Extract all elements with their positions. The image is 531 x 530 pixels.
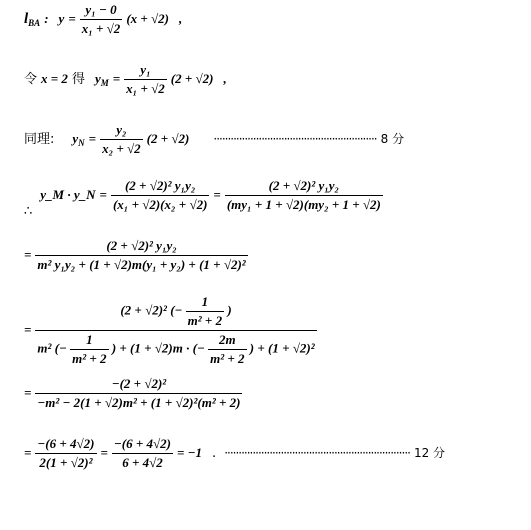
l3-factor: (2 + √2): [146, 131, 190, 147]
l2-lhs: $y_M$: [94, 71, 109, 89]
l4-fraction-2: [225, 178, 383, 213]
l2-factor: (2 + √2): [170, 71, 214, 87]
l5-fraction: [35, 238, 247, 273]
l6-den-inner-fraction-1: $\frac{1}{\text{m² + 2}}$: [72, 332, 107, 366]
l8-dot: .: [212, 446, 217, 462]
l3-prefix: 同理:: [24, 132, 55, 148]
l2-prefix: 令: [24, 72, 38, 88]
l4-eq2: =: [213, 187, 221, 203]
l2-de: 得: [71, 72, 85, 88]
l7-num: −(2 + √2)²: [111, 376, 167, 391]
l5-den: m² y₁y₂ + (1 + √2)m(y₁ + y₂) + (1 + √2)²: [37, 257, 246, 272]
l4-den1: (x₁ + √2)(x₂ + √2): [112, 197, 208, 212]
l8-num1: −(6 + 4√2): [37, 436, 95, 451]
l6-num-inner-fraction: $\frac{1}{\text{m² + 2}}$: [187, 294, 223, 328]
l6-den-inner-fraction-2: $\frac{2m}{\text{m² + 2}}$: [210, 332, 245, 366]
l1-num: y₁ − 0: [85, 2, 117, 17]
l8-result: = −1: [177, 445, 203, 461]
l1-fraction: [80, 2, 123, 37]
l1-factor: (x + √2): [126, 11, 170, 27]
l2-num: y₁: [140, 62, 151, 77]
l4-lhs: y_M · y_N: [40, 187, 96, 203]
l2-fraction: [124, 62, 167, 97]
l3-eq: =: [88, 131, 97, 147]
l4-num1: (2 + √2)² y₁y₂: [124, 178, 196, 193]
l2-x-eq: x = 2: [41, 71, 68, 87]
l8-fraction-1: [35, 436, 96, 471]
l1-label: $l_{BA}$: [24, 11, 41, 29]
l7-den: −m² − 2(1 + √2)m² + (1 + √2)²(m² + 2): [37, 395, 241, 410]
l3-score: 8 分: [380, 132, 405, 147]
l1-trail: ,: [179, 11, 183, 27]
l3-dots: ··························································: [213, 132, 377, 147]
l1-den: x₁ + √2: [81, 21, 121, 36]
l8-num2: −(6 + 4√2): [113, 436, 171, 451]
l1-eq: =: [68, 11, 76, 27]
line-3: [24, 122, 404, 157]
line-5: [24, 238, 248, 273]
l8-fraction-2: [112, 436, 173, 471]
l7-fraction: [35, 376, 242, 411]
line-2: [24, 62, 227, 97]
l2-eq: =: [112, 71, 121, 87]
l5-eq: =: [24, 247, 32, 263]
l3-den: x₂ + √2: [102, 141, 141, 156]
l8-den1: 2(1 + √2)²: [35, 453, 96, 471]
line-7: [24, 376, 242, 411]
l6-fraction: [35, 294, 316, 367]
l8-den2: 6 + 4√2: [112, 453, 173, 471]
l2-den: x₁ + √2: [126, 81, 165, 96]
line-6: [24, 294, 317, 367]
line-1: [24, 2, 182, 37]
therefore-symbol: ∴: [24, 204, 33, 220]
l4-den2: (my₁ + 1 + √2)(my₂ + 1 + √2): [226, 197, 381, 212]
l4-num2: (2 + √2)² y₁y₂: [268, 178, 340, 193]
l3-fraction: [100, 122, 143, 157]
line-4: [24, 178, 383, 220]
l7-eq: =: [24, 385, 32, 401]
line-8: [24, 436, 445, 471]
l6-eq: =: [24, 322, 32, 338]
l4-fraction-1: [111, 178, 209, 213]
l4-eq1: =: [99, 187, 107, 203]
l8-eq1: =: [24, 445, 32, 461]
l2-trail: ,: [223, 71, 227, 87]
l1-colon: :: [44, 11, 49, 27]
l5-num: (2 + √2)² y₁y₂: [106, 238, 177, 253]
l6-den: m² (− $\frac{1}{\text{m² + 2}}$ ) + (1 + √2)m · (− $\frac{2m}{\text{m² + 2}}$ ) + (1 + √2)²: [37, 332, 315, 366]
l1-lhs: y: [58, 11, 65, 27]
l3-num: y₂: [116, 122, 127, 137]
l3-lhs: $y_N$: [72, 131, 85, 149]
l8-eq2: =: [100, 445, 108, 461]
l8-score: 12 分: [413, 446, 446, 461]
l8-dots: ··································································: [224, 446, 410, 461]
l6-num: (2 + √2)² (− $\frac{1}{\text{m² + 2}}$ ): [120, 294, 232, 328]
